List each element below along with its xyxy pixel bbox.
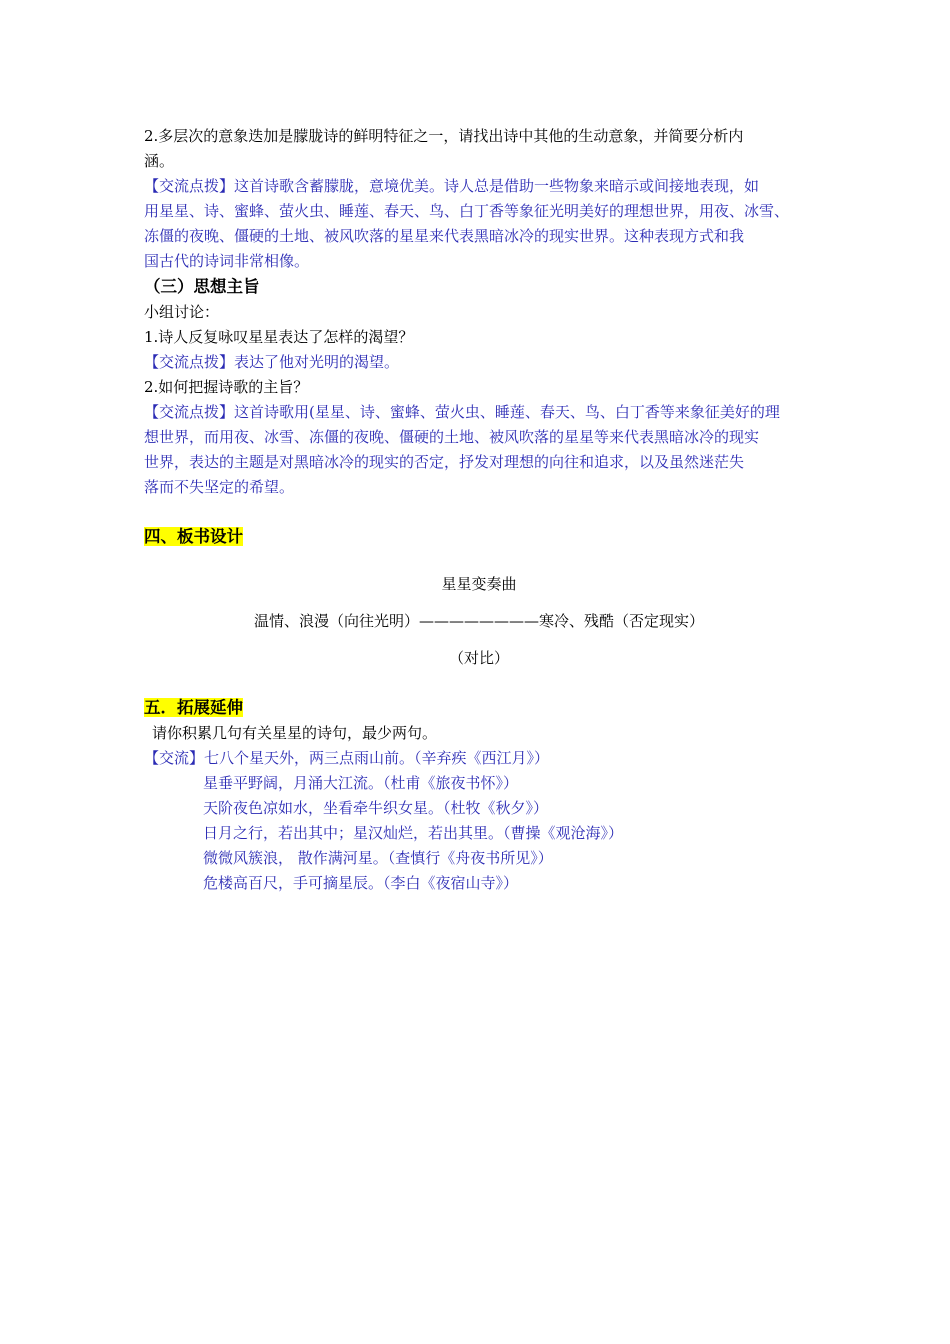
spacer bbox=[144, 597, 814, 609]
poem-line-1 bbox=[144, 746, 814, 771]
answer-2-line-3: 冻僵的夜晚、僵硬的土地、被风吹落的星星来代表黑暗冰冷的现实世界。这种表现方式和我 bbox=[144, 227, 745, 245]
poem-line-2: 星垂平野阔，月涌大江流。（杜甫《旅夜书怀》） bbox=[203, 774, 519, 792]
section-5-title-text: 五．拓展延伸 bbox=[144, 698, 243, 717]
section-5-title bbox=[144, 695, 814, 721]
answer-text: 表达了他对光明的渴望。 bbox=[234, 353, 400, 371]
board-line: 温情、浪漫（向往光明）————————寒冷、残酷（否定现实） bbox=[253, 612, 704, 630]
poem-line-5: 微微风簇浪， 散作满河星。（查慎行《舟夜书所见》） bbox=[203, 849, 553, 867]
answer-text: 这首诗歌含蓄朦胧，意境优美。诗人总是借助一些物象来暗示或间接地表现，如 bbox=[234, 177, 760, 195]
section-5-prompt: 请你积累几句有关星星的诗句，最少两句。 bbox=[152, 724, 438, 742]
spacer bbox=[144, 671, 814, 695]
section-3-answer-2-line-1 bbox=[144, 400, 814, 425]
poem-line-6: 危楼高百尺，手可摘星辰。（李白《夜宿山寺》） bbox=[203, 874, 519, 892]
section-4-title-text: 四、板书设计 bbox=[144, 527, 243, 546]
poem-line-4: 日月之行，若出其中；星汉灿烂，若出其里。（曹操《观沧海》） bbox=[203, 824, 624, 842]
answer-text: 这首诗歌用(星星、诗、蜜蜂、萤火虫、睡莲、春天、鸟、白丁香等来象征美好的理 bbox=[234, 403, 780, 421]
poem-line-3: 天阶夜色凉如水，坐看牵牛织女星。（杜牧《秋夕》） bbox=[203, 799, 549, 817]
section-3-answer-2-line-3: 世界，表达的主题是对黑暗冰冷的现实的否定，抒发对理想的向往和追求，以及虽然迷茫失 bbox=[144, 453, 745, 471]
section-4-title bbox=[144, 524, 814, 550]
section-3-answer-2-line-2: 想世界，而用夜、冰雪、冻僵的夜晚、僵硬的土地、被风吹落的星星等来代表黑暗冰冷的现实 bbox=[144, 428, 760, 446]
section-3-question-1: 1.诗人反复咏叹星星表达了怎样的渴望？ bbox=[144, 328, 414, 346]
answer-2-line-1 bbox=[144, 174, 814, 199]
board-note: （对比） bbox=[448, 649, 509, 667]
spacer bbox=[144, 634, 814, 646]
section-3-answer-2-line-4: 落而不失坚定的希望。 bbox=[144, 478, 295, 496]
poem-text: 七八个星天外，两三点雨山前。（辛弃疾《西江月》） bbox=[204, 749, 550, 767]
discussion-label: 小组讨论： bbox=[144, 303, 220, 321]
section-3-question-2: 2.如何把握诗歌的主旨？ bbox=[144, 378, 309, 396]
answer-tag: 【交流点拨】 bbox=[144, 353, 235, 371]
answer-tag: 【交流点拨】 bbox=[144, 403, 235, 421]
answer-2-line-2: 用星星、诗、蜜蜂、萤火虫、睡莲、春天、鸟、白丁香等象征光明美好的理想世界，用夜、冰雪、 bbox=[144, 202, 790, 220]
board-title: 星星变奏曲 bbox=[441, 575, 517, 593]
answer-2-line-4: 国古代的诗词非常相像。 bbox=[144, 252, 310, 270]
answer-tag: 【交流】 bbox=[144, 749, 205, 767]
answer-tag: 【交流点拨】 bbox=[144, 177, 235, 195]
spacer bbox=[144, 550, 814, 572]
section-3-answer-1 bbox=[144, 350, 814, 375]
spacer bbox=[144, 500, 814, 524]
question-2-line-1: 2.多层次的意象迭加是朦胧诗的鲜明特征之一，请找出诗中其他的生动意象，并简要分析内 bbox=[144, 127, 744, 145]
section-3-title: （三）思想主旨 bbox=[144, 277, 260, 296]
question-2-line-2: 涵。 bbox=[144, 152, 175, 170]
document-page bbox=[144, 124, 814, 896]
